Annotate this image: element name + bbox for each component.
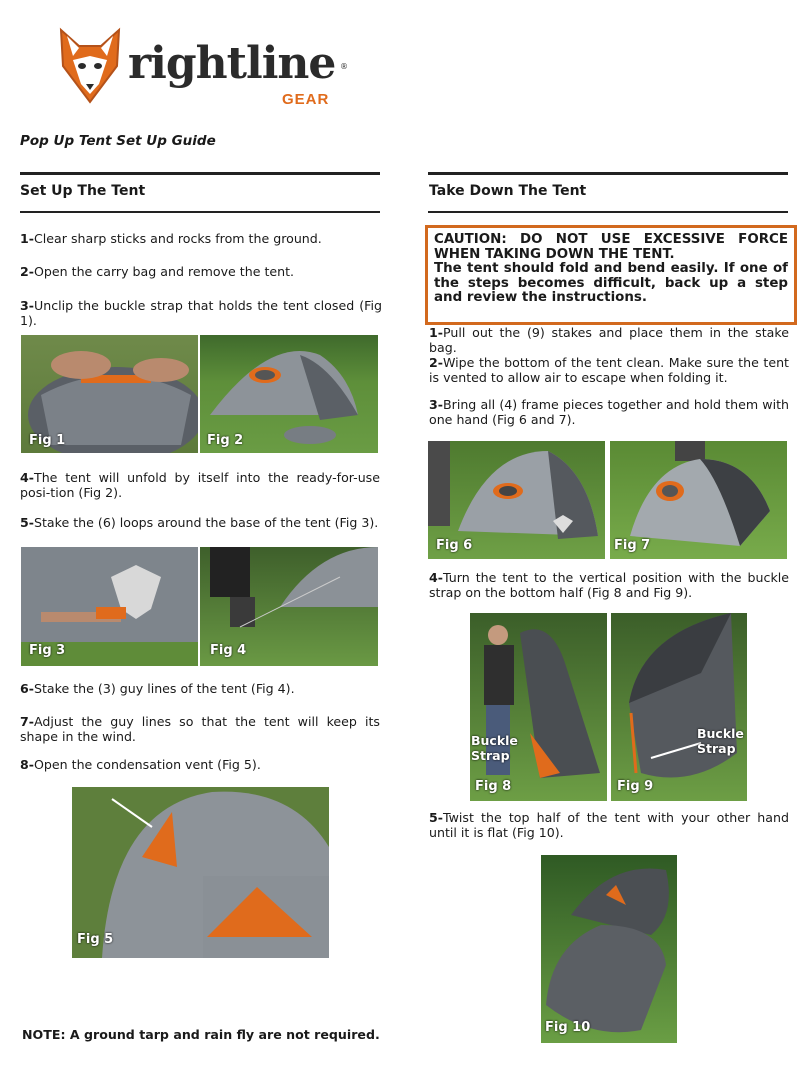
fig-8-label: Fig 8 (475, 779, 512, 794)
caution-body: The tent should fold and bend easily. If one of the steps becomes difficult, back up a step and review the instructions. (434, 261, 788, 305)
setup-step: 4-The tent will unfold by itself into the ready-for-use posi-tion (Fig 2). (20, 470, 380, 500)
rule-top-right (428, 172, 788, 175)
registered-mark: ® (340, 62, 348, 71)
fig-3-photo (21, 547, 198, 666)
fig-1-label: Fig 1 (29, 433, 66, 448)
fig-2-label: Fig 2 (207, 433, 244, 448)
fig-5-label: Fig 5 (77, 932, 114, 947)
fig-10-photo (541, 855, 677, 1043)
fig-7-label: Fig 7 (614, 538, 651, 553)
fig-3-label: Fig 3 (29, 643, 66, 658)
fig-2-photo (200, 335, 378, 453)
takedown-title: Take Down The Tent (429, 183, 587, 199)
setup-step: 2-Open the carry bag and remove the tent. (20, 264, 295, 279)
setup-title: Set Up The Tent (20, 183, 146, 199)
rule-top-left (20, 172, 380, 175)
fig-6-photo (428, 441, 605, 559)
guide-title: Pop Up Tent Set Up Guide (20, 133, 216, 149)
setup-step: 3-Unclip the buckle strap that holds the tent closed (Fig 1). (20, 298, 382, 328)
caution-box (425, 225, 797, 325)
setup-step: 1-Clear sharp sticks and rocks from the ground. (20, 231, 322, 246)
fig-9-label: Fig 9 (617, 779, 654, 794)
takedown-step: 2-Wipe the bottom of the tent clean. Make sure the tent is vented to allow air to escape when folding it. (429, 355, 789, 385)
fig-8-photo (470, 613, 607, 801)
rule-bottom-right (428, 211, 788, 213)
fig-9-photo (611, 613, 747, 801)
fig-8-buckle-strap: Buckle Strap (471, 733, 518, 763)
setup-step: 5-Stake the (6) loops around the base of the tent (Fig 3). (20, 515, 379, 530)
fig-1-photo (21, 335, 198, 453)
takedown-step: 4-Turn the tent to the vertical position with the buckle strap on the bottom half (Fig 8 and Fig 9). (429, 570, 789, 600)
takedown-step: 1-Pull out the (9) stakes and place them in the stake bag. (429, 325, 789, 355)
fig-4-label: Fig 4 (210, 643, 247, 658)
fig-10-label: Fig 10 (545, 1020, 591, 1035)
setup-step: 8-Open the condensation vent (Fig 5). (20, 757, 261, 772)
takedown-step: 3-Bring all (4) frame pieces together and hold them with one hand (Fig 6 and 7). (429, 397, 789, 427)
note: NOTE: A ground tarp and rain fly are not required. (22, 1027, 380, 1042)
caution-heading: CAUTION: DO NOT USE EXCESSIVE FORCE WHEN TAKING DOWN THE TENT. (434, 232, 788, 262)
fox-head-icon (55, 26, 125, 106)
fig-4-photo (200, 547, 378, 666)
setup-step: 6-Stake the (3) guy lines of the tent (Fig 4). (20, 681, 295, 696)
fig-6-label: Fig 6 (436, 538, 473, 553)
takedown-step: 5-Twist the top half of the tent with your other hand until it is flat (Fig 10). (429, 810, 789, 840)
brand-sub: GEAR (282, 91, 330, 108)
rule-bottom-left (20, 211, 380, 213)
setup-step: 7-Adjust the guy lines so that the tent will keep its shape in the wind. (20, 714, 380, 744)
fig-5-photo (72, 787, 329, 958)
brand-name: rightline (128, 38, 336, 89)
fig-7-photo (610, 441, 787, 559)
fig-9-buckle-strap: Buckle Strap (697, 726, 744, 756)
